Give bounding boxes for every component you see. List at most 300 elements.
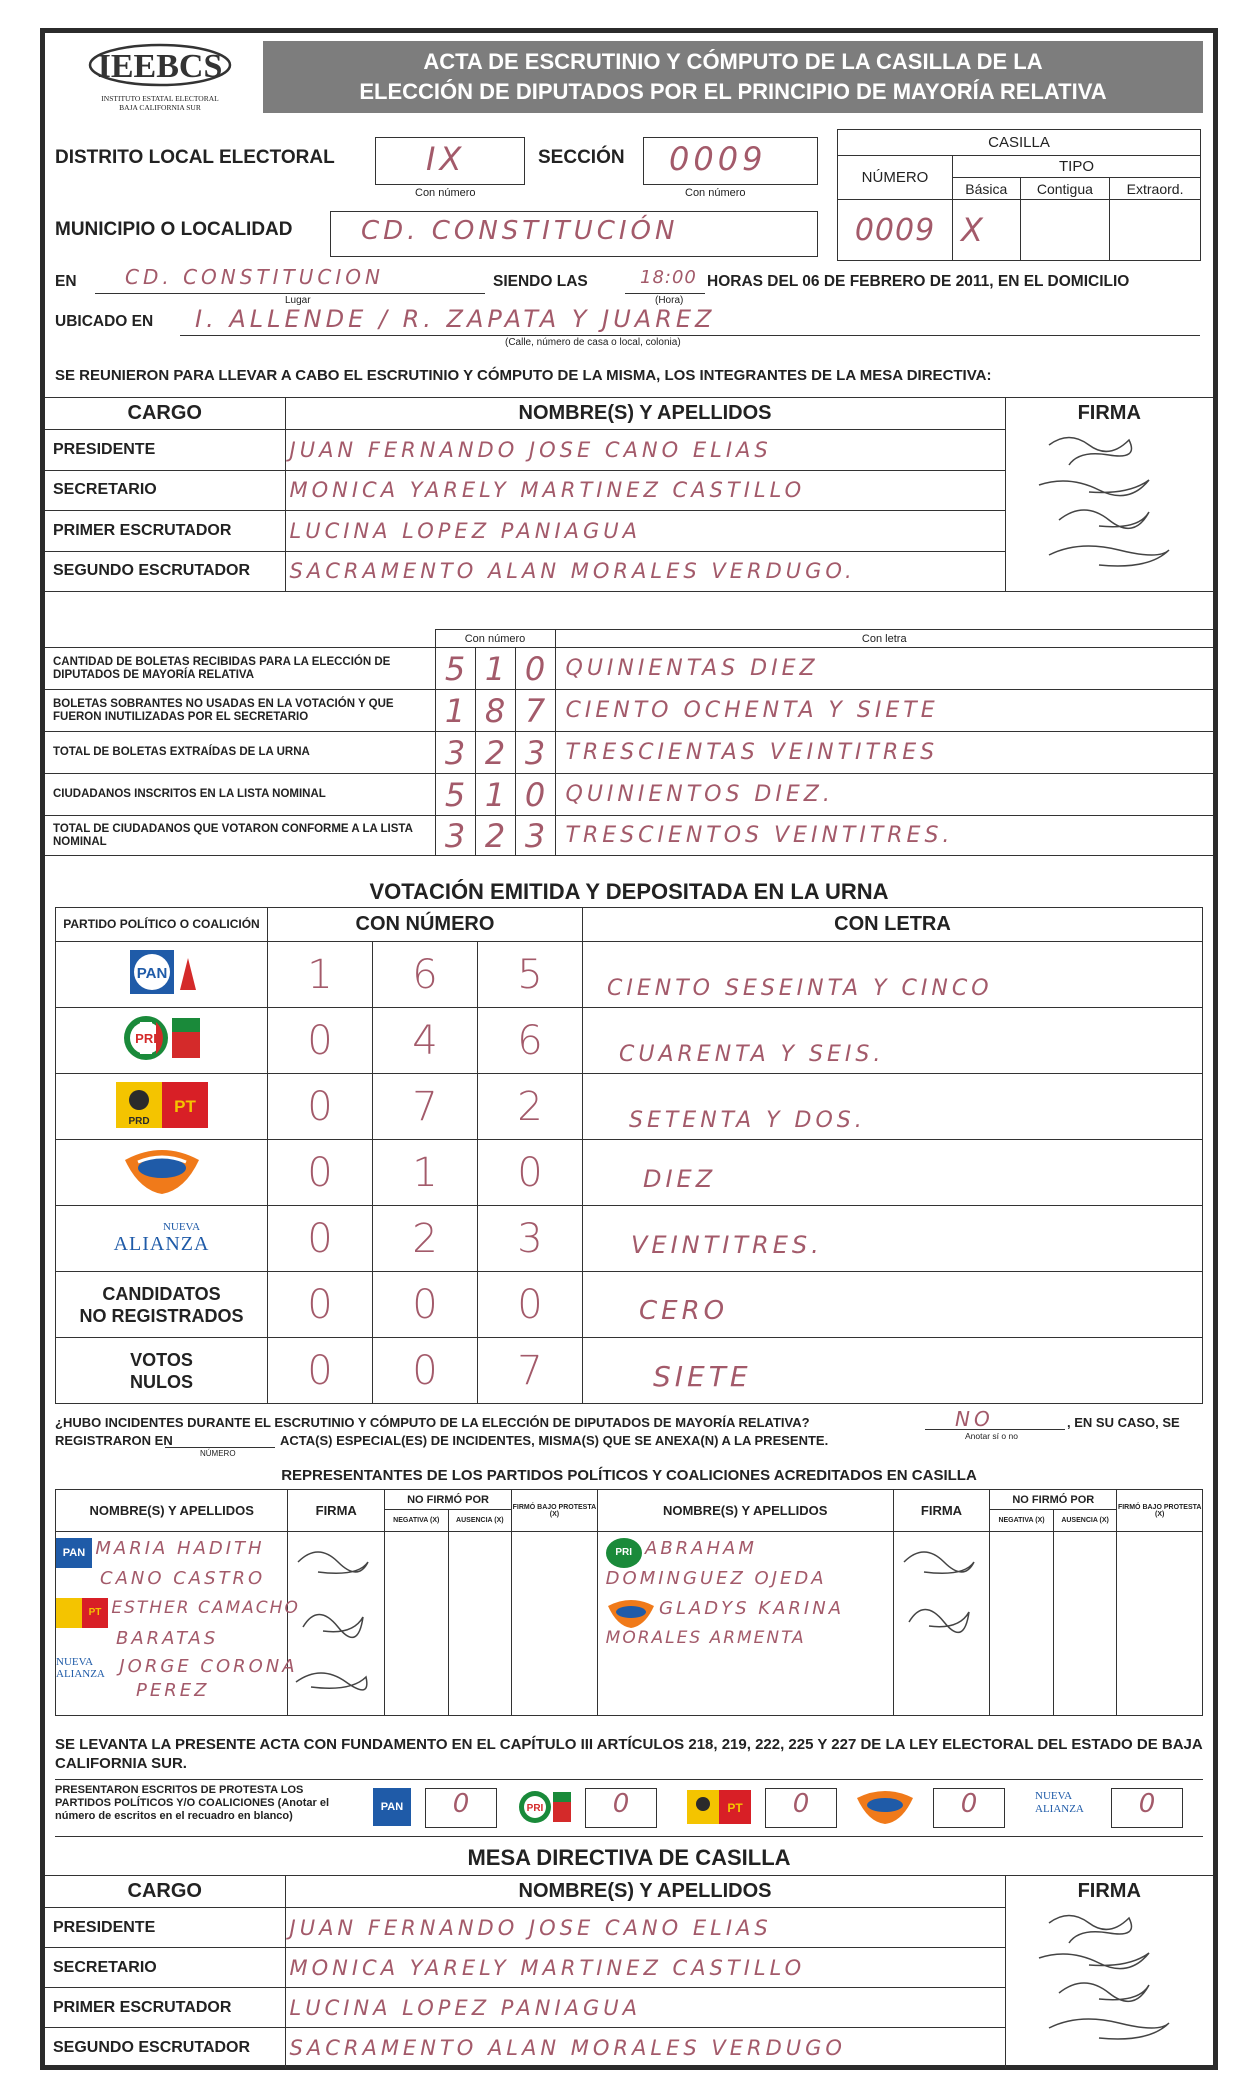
protesta-convergencia-value: 0: [960, 1789, 978, 1819]
votacion-digit-pan-1: 1: [307, 951, 333, 998]
distrito-con-numero: Con número: [415, 187, 476, 199]
rep-body-row: [56, 1532, 1203, 1716]
boletas-digit-cell-2-2[interactable]: [475, 732, 515, 774]
votacion-row-pri: [56, 1008, 1203, 1074]
votacion-digit-cell-pan-3[interactable]: [478, 942, 583, 1008]
votacion-digit-cell-prd-pt-3[interactable]: [478, 1074, 583, 1140]
votacion-digit-cell-pan-1[interactable]: [268, 942, 373, 1008]
protesta-pan-icon: PAN: [373, 1788, 411, 1826]
rep-right-ausencia-cell[interactable]: [1053, 1532, 1117, 1716]
rep-left-2-name2: PEREZ: [136, 1680, 210, 1701]
protesta-row: [55, 1779, 1203, 1837]
votacion-digit-prd-pt-2: 7: [412, 1083, 438, 1130]
boletas-row-0: [45, 648, 1213, 690]
boletas-digit-2-3: 3: [524, 733, 546, 772]
boletas-label-1: BOLETAS SOBRANTES NO USADAS EN LA VOTACIÓN Y QUE FUERON INUTILIZADAS POR EL SECRETARIO: [45, 690, 435, 732]
pan-logo-icon: [122, 944, 202, 1000]
mesa-top-name-1: MONICA YARELY MARTINEZ CASTILLO: [289, 478, 806, 503]
boletas-letra-cell-3[interactable]: [555, 774, 1213, 816]
incidentes-line2b: ACTA(S) ESPECIAL(ES) DE INCIDENTES, MISMA(S) QUE SE ANEXA(N) A LA PRESENTE.: [280, 1433, 829, 1448]
rep-right-firmobajo-cell[interactable]: [1117, 1532, 1203, 1716]
rep-right-names[interactable]: [597, 1532, 893, 1716]
incidentes-numero: NÚMERO: [200, 1449, 236, 1458]
votacion-digit-cell-nueva-alianza-1[interactable]: [268, 1206, 373, 1272]
protesta-text: PRESENTARON ESCRITOS DE PROTESTA LOS PARTIDOS POLÍTICOS Y/O COALICIONES (Anotar el número de escritos en el recuadro en blanco): [55, 1784, 330, 1822]
incidentes-line2a: REGISTRARON EN: [55, 1433, 173, 1448]
mesa-bottom-name-3: SACRAMENTO ALAN MORALES VERDUGO: [289, 2035, 846, 2060]
votacion-digit-cell-no-registrados-3[interactable]: [478, 1272, 583, 1338]
mesa-top-signatures: [1019, 425, 1199, 585]
casilla-extraord-label: Extraord.: [1110, 178, 1201, 200]
fecha-text: HORAS DEL 06 DE FEBRERO DE 2011, EN EL DOMICILIO: [707, 273, 1130, 290]
boletas-con-numero: Con número: [435, 630, 555, 648]
votacion-row-nueva-alianza: [56, 1206, 1203, 1272]
rep-right-negativa: NEGATIVA (X): [990, 1510, 1054, 1532]
boletas-letra-1: CIENTO OCHENTA Y SIETE: [565, 698, 939, 723]
rep-left-nombre-header: NOMBRE(S) Y APELLIDOS: [56, 1490, 288, 1532]
boletas-digit-cell-2-3[interactable]: [515, 732, 555, 774]
fundamento-text: SE LEVANTA LA PRESENTE ACTA CON FUNDAMENTO EN EL CAPÍTULO III ARTÍCULOS 218, 219, 222, 225 Y 227 DE LA LEY ELECTORAL DEL ESTADO DE BAJA CALIFORNIA SUR.: [55, 1736, 1203, 1772]
rep-right-firmobajo-header: FIRMÓ BAJO PROTESTA (X): [1117, 1490, 1203, 1532]
pri-logo-icon: [120, 1010, 204, 1066]
votacion-digit-convergencia-1: 0: [307, 1149, 333, 1196]
votacion-table: [55, 907, 1203, 1404]
acta-page: [40, 28, 1218, 2070]
votos-label-2: NULOS: [130, 1371, 193, 1392]
mesa-bottom-name-cell-3[interactable]: [285, 2028, 1005, 2068]
incidentes-line1-end: , EN SU CASO, SE: [1067, 1415, 1180, 1430]
acta-title: [263, 41, 1203, 113]
mesa-bottom-name-cell-2[interactable]: [285, 1988, 1005, 2028]
mesa-bottom-signatures: [1019, 1903, 1199, 2053]
votacion-letra-cell-pri[interactable]: [583, 1008, 1203, 1074]
boletas-digit-0-3: 0: [524, 649, 546, 688]
rep-right-negativa-cell[interactable]: [990, 1532, 1054, 1716]
hora-value: 18:00: [640, 267, 697, 288]
rep-right-0-name2: DOMINGUEZ OJEDA: [605, 1568, 827, 1589]
boletas-letra-0: QUINIENTAS DIEZ: [565, 656, 819, 681]
protesta-pri-box[interactable]: [585, 1788, 657, 1828]
prd-pt-logo-icon: [112, 1076, 212, 1132]
logo-sub1: INSTITUTO ESTATAL ELECTORAL: [101, 94, 219, 103]
boletas-letra-cell-1[interactable]: [555, 690, 1213, 732]
votacion-digit-convergencia-2: 1: [412, 1149, 438, 1196]
votacion-digit-cell-convergencia-1[interactable]: [268, 1140, 373, 1206]
boletas-digit-3-1: 5: [444, 775, 466, 814]
rep-right-0: [606, 1538, 966, 1589]
casilla-contigua-cell[interactable]: [1020, 200, 1110, 261]
votacion-digit-cell-no-registrados-2[interactable]: [373, 1272, 478, 1338]
boletas-letra-2: TRESCIENTAS VEINTITRES: [565, 740, 939, 765]
boletas-digit-4-3: 3: [524, 816, 546, 855]
rep-left-negativa-cell[interactable]: [384, 1532, 448, 1716]
mesa-top-name-3: SACRAMENTO ALAN MORALES VERDUGO.: [289, 559, 856, 584]
rep-right-pri-icon: PRI: [606, 1538, 642, 1568]
boletas-digit-2-2: 2: [484, 733, 506, 772]
boletas-digit-cell-1-2[interactable]: [475, 690, 515, 732]
boletas-digit-2-1: 3: [444, 733, 466, 772]
protesta-nueva-alianza-box[interactable]: [1111, 1788, 1183, 1828]
mesa-bottom-cargo-2: PRIMER ESCRUTADOR: [45, 1988, 285, 2028]
boletas-table: [45, 629, 1213, 856]
mesa-top-firma-header: FIRMA: [1077, 402, 1141, 424]
votacion-letra-no-registrados: CERO: [639, 1295, 729, 1326]
mesa-bottom-name-2: LUCINA LOPEZ PANIAGUA: [289, 1995, 642, 2020]
ubicado-underline: [180, 335, 1200, 336]
protesta-convergencia-icon: [855, 1788, 915, 1826]
incidentes-answer-underline: [925, 1429, 1065, 1430]
mesa-top-nombre-header: NOMBRE(S) Y APELLIDOS: [285, 398, 1005, 430]
ubicado-line: [55, 305, 1205, 353]
boletas-label-2: TOTAL DE BOLETAS EXTRAÍDAS DE LA URNA: [45, 732, 435, 774]
mesa-top-cargo-1: SECRETARIO: [45, 470, 285, 510]
boletas-digit-3-3: 0: [524, 775, 546, 814]
boletas-row-4: [45, 816, 1213, 856]
boletas-digit-4-2: 2: [484, 816, 506, 855]
incidentes-block: [55, 1407, 1205, 1459]
votacion-letra-cell-pan[interactable]: [583, 942, 1203, 1008]
mesa-top-name-cell-2[interactable]: [285, 511, 1005, 551]
boletas-letra-cell-0[interactable]: [555, 648, 1213, 690]
votacion-digit-prd-pt-3: 2: [517, 1083, 543, 1130]
boletas-letra-4: TRESCIENTOS VEINTITRES.: [565, 823, 954, 848]
votacion-con-numero-header: CON NÚMERO: [268, 908, 583, 942]
votacion-row-pan: [56, 942, 1203, 1008]
boletas-digit-cell-2-1[interactable]: [435, 732, 475, 774]
rep-left-prd-pt-icon: PT: [56, 1598, 108, 1628]
protesta-prd-pt-icon: [687, 1788, 751, 1826]
votacion-row-prd-pt: [56, 1074, 1203, 1140]
svg-text:PRI: PRI: [526, 1803, 544, 1814]
ubicado-label: UBICADO EN: [55, 313, 154, 330]
votacion-party-cell-nulos: [56, 1338, 268, 1404]
ubicado-value: I. ALLENDE / R. ZAPATA Y JUAREZ: [195, 305, 716, 333]
rep-right-ausencia: AUSENCIA (X): [1053, 1510, 1117, 1532]
rep-left-2: [56, 1656, 386, 1701]
seccion-label: SECCIÓN: [538, 147, 625, 168]
boletas-digit-cell-1-3[interactable]: [515, 690, 555, 732]
votacion-con-letra-header: CON LETRA: [583, 908, 1203, 942]
rep-left-1-name2: BARATAS: [116, 1628, 219, 1649]
mesa-bottom-cargo-0: PRESIDENTE: [45, 1908, 285, 1948]
mesa-top-name-cell-3[interactable]: [285, 551, 1005, 591]
votacion-letra-cell-prd-pt[interactable]: [583, 1074, 1203, 1140]
hora-note: (Hora): [655, 295, 684, 306]
votacion-letra-prd-pt: SETENTA Y DOS.: [629, 1108, 866, 1133]
casilla-numero-label: NÚMERO: [838, 156, 953, 200]
mesa-bottom-name-cell-1[interactable]: [285, 1948, 1005, 1988]
logo-sub2: BAJA CALIFORNIA SUR: [119, 103, 201, 112]
boletas-digit-0-1: 5: [444, 649, 466, 688]
casilla-title: CASILLA: [838, 130, 1201, 156]
boletas-row-2: [45, 732, 1213, 774]
mesa-top-name-0: JUAN FERNANDO JOSE CANO ELIAS: [289, 438, 772, 463]
votacion-party-cell-nueva-alianza: [56, 1206, 268, 1272]
calle-note: (Calle, número de casa o local, colonia): [505, 337, 681, 348]
rep-left-1: [56, 1598, 386, 1649]
votacion-digit-cell-pri-1[interactable]: [268, 1008, 373, 1074]
mesa-bottom-cargo-1: SECRETARIO: [45, 1948, 285, 1988]
votacion-letra-nueva-alianza: VEINTITRES.: [631, 1230, 823, 1259]
mesa-top-cargo-0: PRESIDENTE: [45, 430, 285, 470]
mesa-top-cargo-2: PRIMER ESCRUTADOR: [45, 511, 285, 551]
casilla-numero-value: 0009: [854, 212, 936, 248]
boletas-digit-cell-0-2[interactable]: [475, 648, 515, 690]
municipio-field[interactable]: [330, 211, 818, 257]
votacion-digit-cell-convergencia-2[interactable]: [373, 1140, 478, 1206]
votacion-digit-cell-nulos-3[interactable]: [478, 1338, 583, 1404]
votacion-digit-cell-pri-3[interactable]: [478, 1008, 583, 1074]
boletas-digit-cell-3-3[interactable]: [515, 774, 555, 816]
en-underline: [95, 293, 485, 294]
protesta-prd-pt-box[interactable]: [765, 1788, 837, 1828]
title-line2: ELECCIÓN DE DIPUTADOS POR EL PRINCIPIO DE MAYORÍA RELATIVA: [359, 79, 1107, 104]
mesa-bottom-name-1: MONICA YARELY MARTINEZ CASTILLO: [289, 1955, 806, 1980]
votacion-digit-pri-3: 6: [517, 1017, 543, 1064]
boletas-letra-3: QUINIENTOS DIEZ.: [565, 782, 834, 807]
municipio-value: CD. CONSTITUCIÓN: [361, 216, 679, 246]
rep-left-1-name1: ESTHER CAMACHO: [111, 1598, 300, 1618]
boletas-con-letra: Con letra: [555, 630, 1213, 648]
mesa-top-name-cell-0[interactable]: [285, 430, 1005, 470]
boletas-digit-3-2: 1: [484, 775, 506, 814]
votacion-title: VOTACIÓN EMITIDA Y DEPOSITADA EN LA URNA: [369, 879, 889, 904]
rep-left-0-name2: CANO CASTRO: [100, 1568, 266, 1589]
votacion-digit-cell-prd-pt-1[interactable]: [268, 1074, 373, 1140]
incidentes-numero-underline: [165, 1447, 275, 1448]
ieebcs-logo: [65, 39, 255, 112]
boletas-digit-cell-4-2[interactable]: [475, 816, 515, 856]
protesta-pri-value: 0: [612, 1789, 630, 1819]
rep-left-0: [56, 1538, 386, 1589]
mesa-bottom-title: MESA DIRECTIVA DE CASILLA: [467, 1845, 791, 1870]
boletas-digit-cell-0-1[interactable]: [435, 648, 475, 690]
boletas-digit-cell-0-3[interactable]: [515, 648, 555, 690]
votacion-partido-header: PARTIDO POLÍTICO O COALICIÓN: [56, 908, 268, 942]
protesta-pri-icon: [517, 1788, 573, 1826]
svg-text:PRD: PRD: [127, 1116, 150, 1127]
votacion-row-nulos: [56, 1338, 1203, 1404]
mesa-top-table: [45, 397, 1213, 592]
svg-text:PT: PT: [173, 1097, 196, 1116]
en-value: CD. CONSTITUCION: [125, 265, 384, 289]
siendo-label: SIENDO LAS: [493, 273, 588, 290]
votacion-digit-cell-pri-2[interactable]: [373, 1008, 478, 1074]
boletas-label-0: CANTIDAD DE BOLETAS RECIBIDAS PARA LA ELECCIÓN DE DIPUTADOS DE MAYORÍA RELATIVA: [45, 648, 435, 690]
rep-left-nofirmo-header: NO FIRMÓ POR: [384, 1490, 511, 1510]
votacion-letra-cell-nulos[interactable]: [583, 1338, 1203, 1404]
cand-label-2: NO REGISTRADOS: [79, 1305, 244, 1326]
rep-right-1: [606, 1598, 966, 1648]
rep-left-firmobajo-cell[interactable]: [512, 1532, 598, 1716]
votacion-digit-pri-2: 4: [412, 1017, 438, 1064]
mesa-bottom-cargo-header: CARGO: [45, 1876, 285, 1908]
votacion-digit-cell-nueva-alianza-2[interactable]: [373, 1206, 478, 1272]
votacion-digit-cell-nueva-alianza-3[interactable]: [478, 1206, 583, 1272]
votacion-digit-cell-nulos-2[interactable]: [373, 1338, 478, 1404]
rep-right-firma-header: FIRMA: [893, 1490, 989, 1532]
rep-left-negativa: NEGATIVA (X): [384, 1510, 448, 1532]
votacion-letra-cell-no-registrados[interactable]: [583, 1272, 1203, 1338]
boletas-digit-1-3: 7: [524, 691, 546, 730]
ieebcs-logo-graphic: [65, 39, 255, 89]
mesa-top-cargo-3: SEGUNDO ESCRUTADOR: [45, 551, 285, 591]
boletas-row-1: [45, 690, 1213, 732]
boletas-digit-cell-3-2[interactable]: [475, 774, 515, 816]
votacion-digit-nulos-2: 0: [412, 1347, 438, 1394]
title-line1: ACTA DE ESCRUTINIO Y CÓMPUTO DE LA CASILLA DE LA: [423, 49, 1043, 74]
casilla-table: [837, 129, 1201, 261]
votacion-digit-no-registrados-3: 0: [517, 1281, 543, 1328]
votacion-party-cell-no-registrados: [56, 1272, 268, 1338]
en-label: EN: [55, 273, 77, 290]
votacion-digit-cell-no-registrados-1[interactable]: [268, 1272, 373, 1338]
boletas-digit-cell-3-1[interactable]: [435, 774, 475, 816]
votacion-digit-no-registrados-2: 0: [412, 1281, 438, 1328]
votacion-digit-prd-pt-1: 0: [307, 1083, 333, 1130]
votacion-letra-nulos: SIETE: [653, 1360, 752, 1393]
incidentes-anotar: Anotar sí o no: [965, 1431, 1018, 1441]
boletas-blank-header: [45, 630, 435, 648]
protesta-convergencia-box[interactable]: [933, 1788, 1005, 1828]
protesta-nueva-alianza-icon: NUEVA ALIANZA: [1035, 1790, 1084, 1815]
votacion-digit-cell-prd-pt-2[interactable]: [373, 1074, 478, 1140]
mesa-bottom-firma-header: FIRMA: [1077, 1880, 1141, 1902]
mesa-bottom-firma-column: [1005, 1876, 1213, 2068]
votacion-digit-nueva-alianza-1: 0: [307, 1215, 333, 1262]
boletas-label-4: TOTAL DE CIUDADANOS QUE VOTARON CONFORME A LA LISTA NOMINAL: [45, 816, 435, 856]
casilla-basica-label: Básica: [953, 178, 1021, 200]
seccion-field[interactable]: [643, 137, 818, 185]
mesa-top-firma-column: [1005, 398, 1213, 592]
rep-left-ausencia: AUSENCIA (X): [448, 1510, 512, 1532]
protesta-nueva-alianza-value: 0: [1138, 1789, 1156, 1819]
boletas-digit-cell-1-1[interactable]: [435, 690, 475, 732]
votacion-party-cell-prd-pt: [56, 1074, 268, 1140]
votacion-party-cell-pan: [56, 942, 268, 1008]
boletas-label-3: CIUDADANOS INSCRITOS EN LA LISTA NOMINAL: [45, 774, 435, 816]
mesa-top-name-cell-1[interactable]: [285, 470, 1005, 510]
incidentes-answer: NO: [955, 1407, 994, 1431]
svg-text:IEEBCS: IEEBCS: [97, 48, 223, 85]
votacion-letra-cell-nueva-alianza[interactable]: [583, 1206, 1203, 1272]
mesa-top-name-2: LUCINA LOPEZ PANIAGUA: [289, 518, 642, 543]
votacion-party-cell-convergencia: [56, 1140, 268, 1206]
lugar-note: Lugar: [285, 295, 311, 306]
mesa-bottom-name-cell-0[interactable]: [285, 1908, 1005, 1948]
mesa-bottom-name-0: JUAN FERNANDO JOSE CANO ELIAS: [289, 1915, 772, 1940]
rep-left-2-name1: JORGE CORONA: [119, 1656, 298, 1677]
seccion-con-numero: Con número: [685, 187, 746, 199]
representantes-title: REPRESENTANTES DE LOS PARTIDOS POLÍTICOS Y COALICIONES ACREDITADOS EN CASILLA: [281, 1467, 977, 1484]
mesa-bottom-nombre-header: NOMBRE(S) Y APELLIDOS: [285, 1876, 1005, 1908]
protesta-prd-pt-value: 0: [792, 1789, 810, 1819]
svg-text:PRI: PRI: [134, 1031, 157, 1046]
svg-text:PT: PT: [727, 1801, 743, 1815]
boletas-digit-1-2: 8: [484, 691, 506, 730]
distrito-field[interactable]: [375, 137, 525, 185]
boletas-digit-4-1: 3: [444, 816, 466, 855]
votacion-row-convergencia: [56, 1140, 1203, 1206]
rep-left-nueva-alianza-icon: NUEVA ALIANZA: [56, 1656, 105, 1680]
votacion-digit-no-registrados-1: 0: [307, 1281, 333, 1328]
votacion-digit-nulos-3: 7: [517, 1347, 543, 1394]
casilla-tipo-label: TIPO: [953, 156, 1201, 178]
nueva-alianza-logo-icon: [56, 1221, 267, 1256]
votacion-letra-cell-convergencia[interactable]: [583, 1140, 1203, 1206]
convergencia-logo-icon: [117, 1142, 207, 1198]
cand-label-1: CANDIDATOS: [102, 1283, 221, 1304]
casilla-basica-cell[interactable]: [953, 200, 1021, 261]
rep-right-1-name2: MORALES ARMENTA: [605, 1628, 806, 1648]
incidentes-line1: ¿HUBO INCIDENTES DURANTE EL ESCRUTINIO Y CÓMPUTO DE LA ELECCIÓN DE DIPUTADOS DE MAYORÍA RELATIVA?: [55, 1415, 810, 1430]
votacion-letra-pri: CUARENTA Y SEIS.: [619, 1042, 885, 1067]
mesa-bottom-cargo-3: SEGUNDO ESCRUTADOR: [45, 2028, 285, 2068]
votacion-row-no-registrados: [56, 1272, 1203, 1338]
boletas-row-3: [45, 774, 1213, 816]
rep-right-nofirmo-header: NO FIRMÓ POR: [990, 1490, 1117, 1510]
rep-left-firmobajo-header: FIRMÓ BAJO PROTESTA (X): [512, 1490, 598, 1532]
boletas-digit-0-2: 1: [484, 649, 506, 688]
distrito-label: DISTRITO LOCAL ELECTORAL: [55, 147, 335, 168]
casilla-basica-mark: X: [961, 211, 987, 249]
nueva-alianza-alianza: ALIANZA: [113, 1233, 210, 1255]
boletas-letra-cell-2[interactable]: [555, 732, 1213, 774]
votos-label-1: VOTOS: [130, 1349, 193, 1370]
protesta-pan-value: 0: [452, 1789, 470, 1819]
boletas-digit-1-1: 1: [444, 691, 466, 730]
casilla-extraord-cell[interactable]: [1110, 200, 1201, 261]
rep-right-convergencia-icon: [606, 1598, 656, 1628]
protesta-pan-box[interactable]: [425, 1788, 497, 1828]
rep-left-pan-icon: PAN: [56, 1538, 92, 1568]
distrito-value: IX: [426, 140, 466, 178]
en-line: [55, 265, 1205, 306]
votacion-digit-pan-3: 5: [517, 951, 543, 998]
reunieron-text: SE REUNIERON PARA LLEVAR A CABO EL ESCRUTINIO Y CÓMPUTO DE LA MISMA, LOS INTEGRANTES DE LA MESA DIRECTIVA:: [55, 367, 992, 384]
rep-left-0-name1: MARIA HADITH: [95, 1538, 265, 1559]
votacion-letra-convergencia: DIEZ: [643, 1164, 717, 1193]
votacion-letra-pan: CIENTO SESEINTA Y CINCO: [607, 976, 993, 1001]
votacion-digit-nulos-1: 0: [307, 1347, 333, 1394]
casilla-numero-cell[interactable]: [838, 200, 953, 261]
votacion-digit-cell-nulos-1[interactable]: [268, 1338, 373, 1404]
boletas-digit-cell-4-3[interactable]: [515, 816, 555, 856]
svg-text:PAN: PAN: [136, 965, 167, 982]
boletas-letra-cell-4[interactable]: [555, 816, 1213, 856]
votacion-digit-cell-convergencia-3[interactable]: [478, 1140, 583, 1206]
rep-left-names[interactable]: [56, 1532, 300, 1716]
mesa-bottom-table: [45, 1875, 1213, 2068]
rep-right-0-name1: ABRAHAM: [645, 1538, 757, 1559]
boletas-digit-cell-4-1[interactable]: [435, 816, 475, 856]
representantes-table: [55, 1489, 1203, 1716]
votacion-party-cell-pri: [56, 1008, 268, 1074]
seccion-value: 0009: [669, 140, 767, 178]
rep-left-firma-header: FIRMA: [288, 1490, 384, 1532]
rep-right-1-name1: GLADYS KARINA: [659, 1598, 845, 1619]
votacion-digit-nueva-alianza-3: 3: [517, 1215, 543, 1262]
mesa-top-cargo-header: CARGO: [45, 398, 285, 430]
rep-left-ausencia-cell[interactable]: [448, 1532, 512, 1716]
casilla-contigua-label: Contigua: [1020, 178, 1110, 200]
municipio-label: MUNICIPIO O LOCALIDAD: [55, 219, 293, 240]
votacion-digit-nueva-alianza-2: 2: [412, 1215, 438, 1262]
nueva-alianza-nueva: NUEVA: [162, 1221, 201, 1233]
votacion-digit-cell-pan-2[interactable]: [373, 942, 478, 1008]
hora-underline: [625, 293, 705, 294]
votacion-digit-pan-2: 6: [412, 951, 438, 998]
